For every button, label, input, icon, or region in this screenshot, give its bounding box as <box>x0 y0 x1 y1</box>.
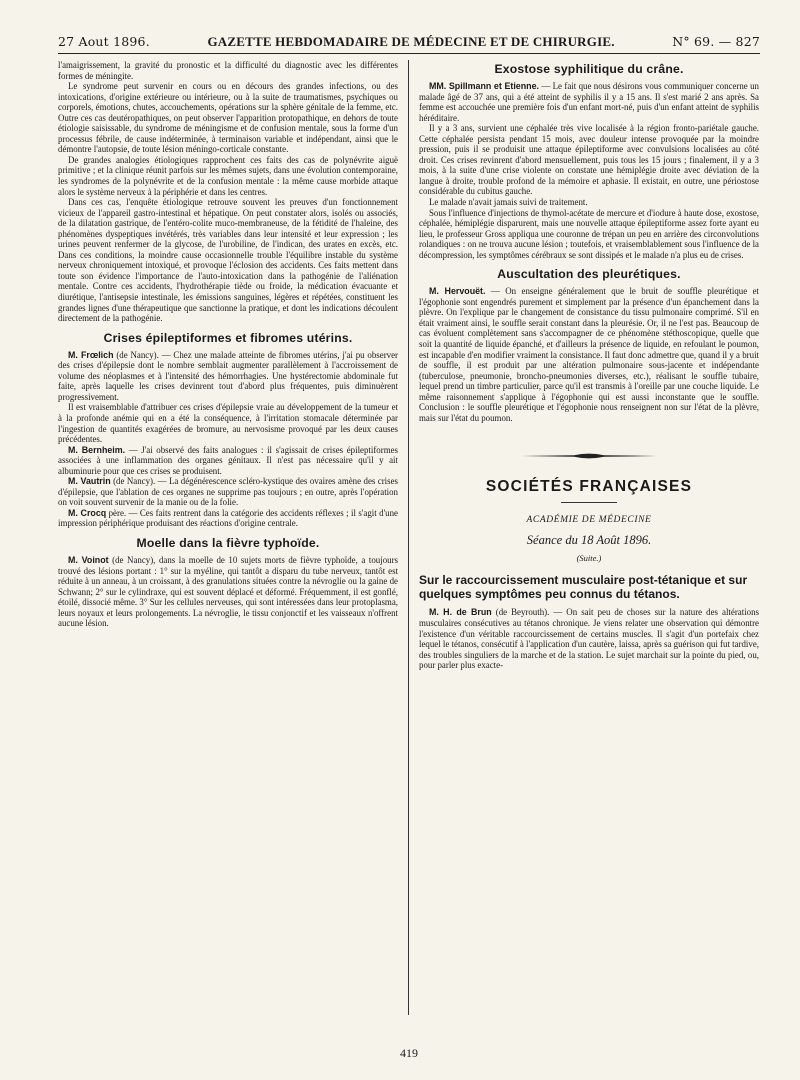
academie-label: ACADÉMIE DE MÉDECINE <box>526 515 652 526</box>
divider <box>561 502 617 503</box>
paragraph-bernheim <box>58 445 398 477</box>
section-heading-raccourcissement: Sur le raccourcissement musculaire post-tétanique et sur quelques symptômes peu connus du tétanos. <box>419 573 748 602</box>
journal-page <box>58 34 760 1064</box>
paragraph: Le malade n'avait jamais suivi de traitement. <box>429 197 588 208</box>
paragraph: Il est vraisemblable d'attribuer ces crises d'épilepsie vraie au développement de la tumeur et à la profonde anémie qui en a été la conséquence, à l'irritation stomacale déterminée par l'ingestion de quantités exagérées de bromure, au nervosisme provoqué par les deux causes précédentes. <box>58 402 398 445</box>
section-title-societes: SOCIÉTÉS FRANÇAISES <box>485 478 693 496</box>
speaker-name: MM. Spillmann et Etienne. <box>429 81 539 91</box>
paragraph-text: — Le fait que nous désirons vous communiquer concerne un malade âgé de 37 ans, qui a été atteint de syphilis il y a 15 ans. Il s'est marié 2 ans après. Sa femme est accouchée une première fois d'un enfant mort-né, puis d'un enfant atteint de syphilis héréditaire. <box>419 81 759 123</box>
speaker-name: M. Hervouët. <box>429 286 486 297</box>
paragraph-text: (de Nancy). — Chez une malade atteinte de fibromes utérins, j'ai pu observer des crises d'épilepsie dont le nombre semblait augmenter parallèlement à l'accroissement de volume des néoplasmes et à l'intensité des hémorrhagies. Une hystérectomie abdominale fut faite, après laquelle les crises devinrent tout d'abord plus fréquentes, puis diminuèrent progressivement. <box>58 349 398 402</box>
two-column-body <box>58 60 760 1015</box>
paragraph-text: (de Nancy). — La dégénérescence scléro-kystique des ovaires amène des crises d'épilepsie, que l'ablation de ces organes ne supprime pas toujours ; en outre, après l'opération on voit souvent survenir de la manie ou de la folie. <box>58 476 398 508</box>
paragraph: De grandes analogies étiologiques rapprochent ces faits des cas de polynévrite aiguë primitive ; et la clinique réunit parfois sur les mêmes sujets, dans une évolution contemporaine, les syndromes de la polynévrite et de la confusion mentale : la même cause morbide attaque alors le système nerveux à la périphérie et dans les centres. <box>58 154 398 197</box>
paragraph-vautrin <box>58 476 398 508</box>
speaker-name: M. Frœlich <box>68 349 114 360</box>
paragraph: Sous l'influence d'injections de thymol-acétate de mercure et d'iodure à haute dose, exostose, céphalée, hémiplégie disparurent, mais une nouvelle attaque épileptiforme assez forte ayant eu lieu, le professeur Gross appliqua une couronne de trépan un peu en arrière des circonvolutions rolandiques : on ne trouva aucune lésion ; toutefois, et vraisemblablement sous l'influence de la décompression, les symptômes cérébraux se sont dissipés et le malade n'a plus eu de crises. <box>419 207 759 260</box>
paragraph-hervouet <box>419 286 759 423</box>
left-column <box>58 60 408 1015</box>
paragraph: Il y a 3 ans, survient une céphalée très vive localisée à la région fronto-pariétale gauche. Cette céphalée persista pendant 15 mois, avec douleur intense provoquée par la moindre pression, puis il se produisit une attaque épileptiforme avec convulsions localisées au côté droit. Ces crises revinrent d'abord mensuellement, puis tous les 15 jours ; finalement, il y a 3 mois, à la suite d'une crise violente on constate une hémiplégie droite avec déviation de la langue à droite, trouble profond de la mémoire et aphasie. Il existait, en outre, une périostose considérable du cubitus gauche. <box>419 123 759 197</box>
paragraph-text: — On enseigne généralement que le bruit de souffle pleurétique et l'égophonie sont engendrés purement et simplement par la présence d'un épanchement dans la plèvre. On l'explique par le changement de consistance du tissu pulmonaire comprimé. S'il en était vraiment ainsi, le souffle serait constant dans la pleurésie. Or, il ne l'est pas. Beaucoup de cas évoluent complètement sans s'accompagner de ce phénomène stéthoscopique, quelle que soit la quantité de liquide épanché, et d'ailleurs la présence de liquide, en refoulant le poumon, est incapable d'en modifier vraiment la consistance. Il faut donc admettre que, quand il y a bruit de souffle, il est produit par une altération pulmonaire sous-jacente et indépendante (tuberculose, pneumonie, broncho-pneumonies diverses, etc.), réalisant le souffle tubaire, lequel prend un timbre particulier, parce qu'il est transmis à l'oreille par une couche liquide. Le même raisonnement s'applique à l'égophonie qui est aussi inconstante que le souffle. Conclusion : le souffle pleurétique et l'égophonie nous renseignent non sur l'état de la plèvre, mais sur l'état du poumon. <box>419 286 759 423</box>
header-number: N° 69. — 827 <box>672 34 760 49</box>
paragraph-text: — J'ai observé des faits analogues : il s'agissait de crises épileptiformes associées à une inflammation des organes génitaux. Il n'est pas nécessaire qu'il y ait albuminurie pour que ces crises se produisent. <box>58 444 398 476</box>
section-heading-moelle: Moelle dans la fièvre typhoïde. <box>136 535 320 550</box>
seance-date: Séance du 18 Août 1896. <box>526 533 652 548</box>
paragraph-froelich <box>58 350 398 403</box>
paragraph: Dans ces cas, l'enquête étiologique retrouve souvent les preuves d'un fonctionnement vicieux de l'appareil gastro-intestinal et hépatique. On peut constater alors, isolés ou associés, de la dilatation gastrique, de l'entéro-colite muco-membraneuse, de la fétidité de l'haleine, des phénomènes dyspeptiques invétérés, très variables dans leur intensité et leur expression ; les urines peuvent renfermer de la glycose, de l'urobiline, de l'indican, des urates en excès, etc. Dans ces conditions, la moindre cause occasionnelle trouble l'équilibre instable du système nerveux chroniquement intoxiqué, et provoque l'éclosion des accidents. Ces faits mettent dans toute son évidence l'importance de l'auto-intoxication dans la pathogénie de l'aliénation mentale. Contre ces accidents, l'hydrothérapie tiède ou froide, la médication évacuante et diurétique, l'antisepsie intestinale, les émissions sanguines, légères et répétées, constituent les grandes lignes d'une thérapeutique que sanctionne la pratique, et dont les indications découlent directement de la pathogénie. <box>58 197 398 324</box>
section-heading-auscultation: Auscultation des pleurétiques. <box>497 267 681 282</box>
speaker-name: M. H. de Brun <box>429 607 492 618</box>
section-heading-exostose: Exostose syphilitique du crâne. <box>494 62 684 76</box>
speaker-name: M. Voinot <box>68 554 109 565</box>
paragraph-spillmann <box>419 81 759 123</box>
decorative-rule-ornament <box>419 445 759 464</box>
page-number: 419 <box>400 1046 418 1060</box>
journal-title: GAZETTE HEBDOMADAIRE DE MÉDECINE ET DE CHIRURGIE. <box>207 34 615 49</box>
paragraph: l'amaigrissement, la gravité du pronostic et la difficulté du diagnostic avec les différentes formes de méningite. <box>58 60 398 81</box>
paragraph-brun <box>419 607 759 670</box>
suite-label: (Suite.) <box>576 553 602 564</box>
running-header <box>58 34 760 54</box>
ornament-rule-icon <box>519 452 659 460</box>
speaker-name: M. Bernheim. <box>68 444 126 455</box>
paragraph-crocq <box>58 508 398 529</box>
section-heading-crises: Crises épileptiformes et fibromes utérins. <box>103 330 353 345</box>
speaker-name: M. Crocq <box>68 507 107 518</box>
paragraph-text: (de Nancy), dans la moelle de 10 sujets morts de fièvre typhoïde, a toujours trouvé des lésions portant : 1° sur la myéline, qui tantôt a disparu du tube nerveux, tantôt est réduite à un anneau, à un croissant, à des granulations situées contre la névroglie ou la gaine de Schwann; 2° sur le cylindraxe, qui est souvent déplacé et déformé. Fréquemment, il est gonflé, étoilé, dissocié même. 3° Sur les cellules nerveuses, qui sont intéressées dans leur protoplasma, leurs noyaux et leurs prolongements. La névroglie, le tissu conjonctif et les vaisseaux n'offrent aucune lésion. <box>58 554 398 629</box>
right-column <box>408 60 759 1015</box>
paragraph-text: père. — Ces faits rentrent dans la catégorie des accidents réflexes ; il s'agit d'une impression périphérique produisant des réactions d'origine centrale. <box>58 507 398 529</box>
paragraph: Le syndrome peut survenir en cours ou en décours des grandes infections, ou des intoxications, d'origine extérieure ou intérieure, ou à la suite de traumatismes, psychiques ou corporels, émotions, chutes, accouchements, opérations sur la sphère génitale de la femme, etc. Outre ces cas deutéropathiques, on peut observer l'apparition protopathique, en dehors de toute étiologie saisissable, du syndrome de méningisme et de confusion mentale, sous la forme d'un processus fébrile, de cause indéterminée, à terminaison variable et indépendant, ainsi que le démontre l'autopsie, de toute lésion méningo-corticale constante. <box>58 81 398 155</box>
header-date: 27 Aout 1896. <box>58 34 150 49</box>
paragraph-text: (de Beyrouth). — On sait peu de choses sur la nature des altérations musculaires consécutives au tétanos chronique. Je viens relater une observation qui démontre l'existence d'un véritable raccourcissement de certains muscles. Il s'agit d'un portefaix chez lequel le tétanos, consécutif à l'application d'un cautère, laissa, après sa guérison qui fut tardive, des troubles singuliers de la marche et de la station. Le sujet marchait sur la pointe du pied, ou, pour parler plus exacte- <box>419 607 759 671</box>
speaker-name: M. Vautrin <box>68 476 111 487</box>
paragraph-voinot <box>58 555 398 629</box>
